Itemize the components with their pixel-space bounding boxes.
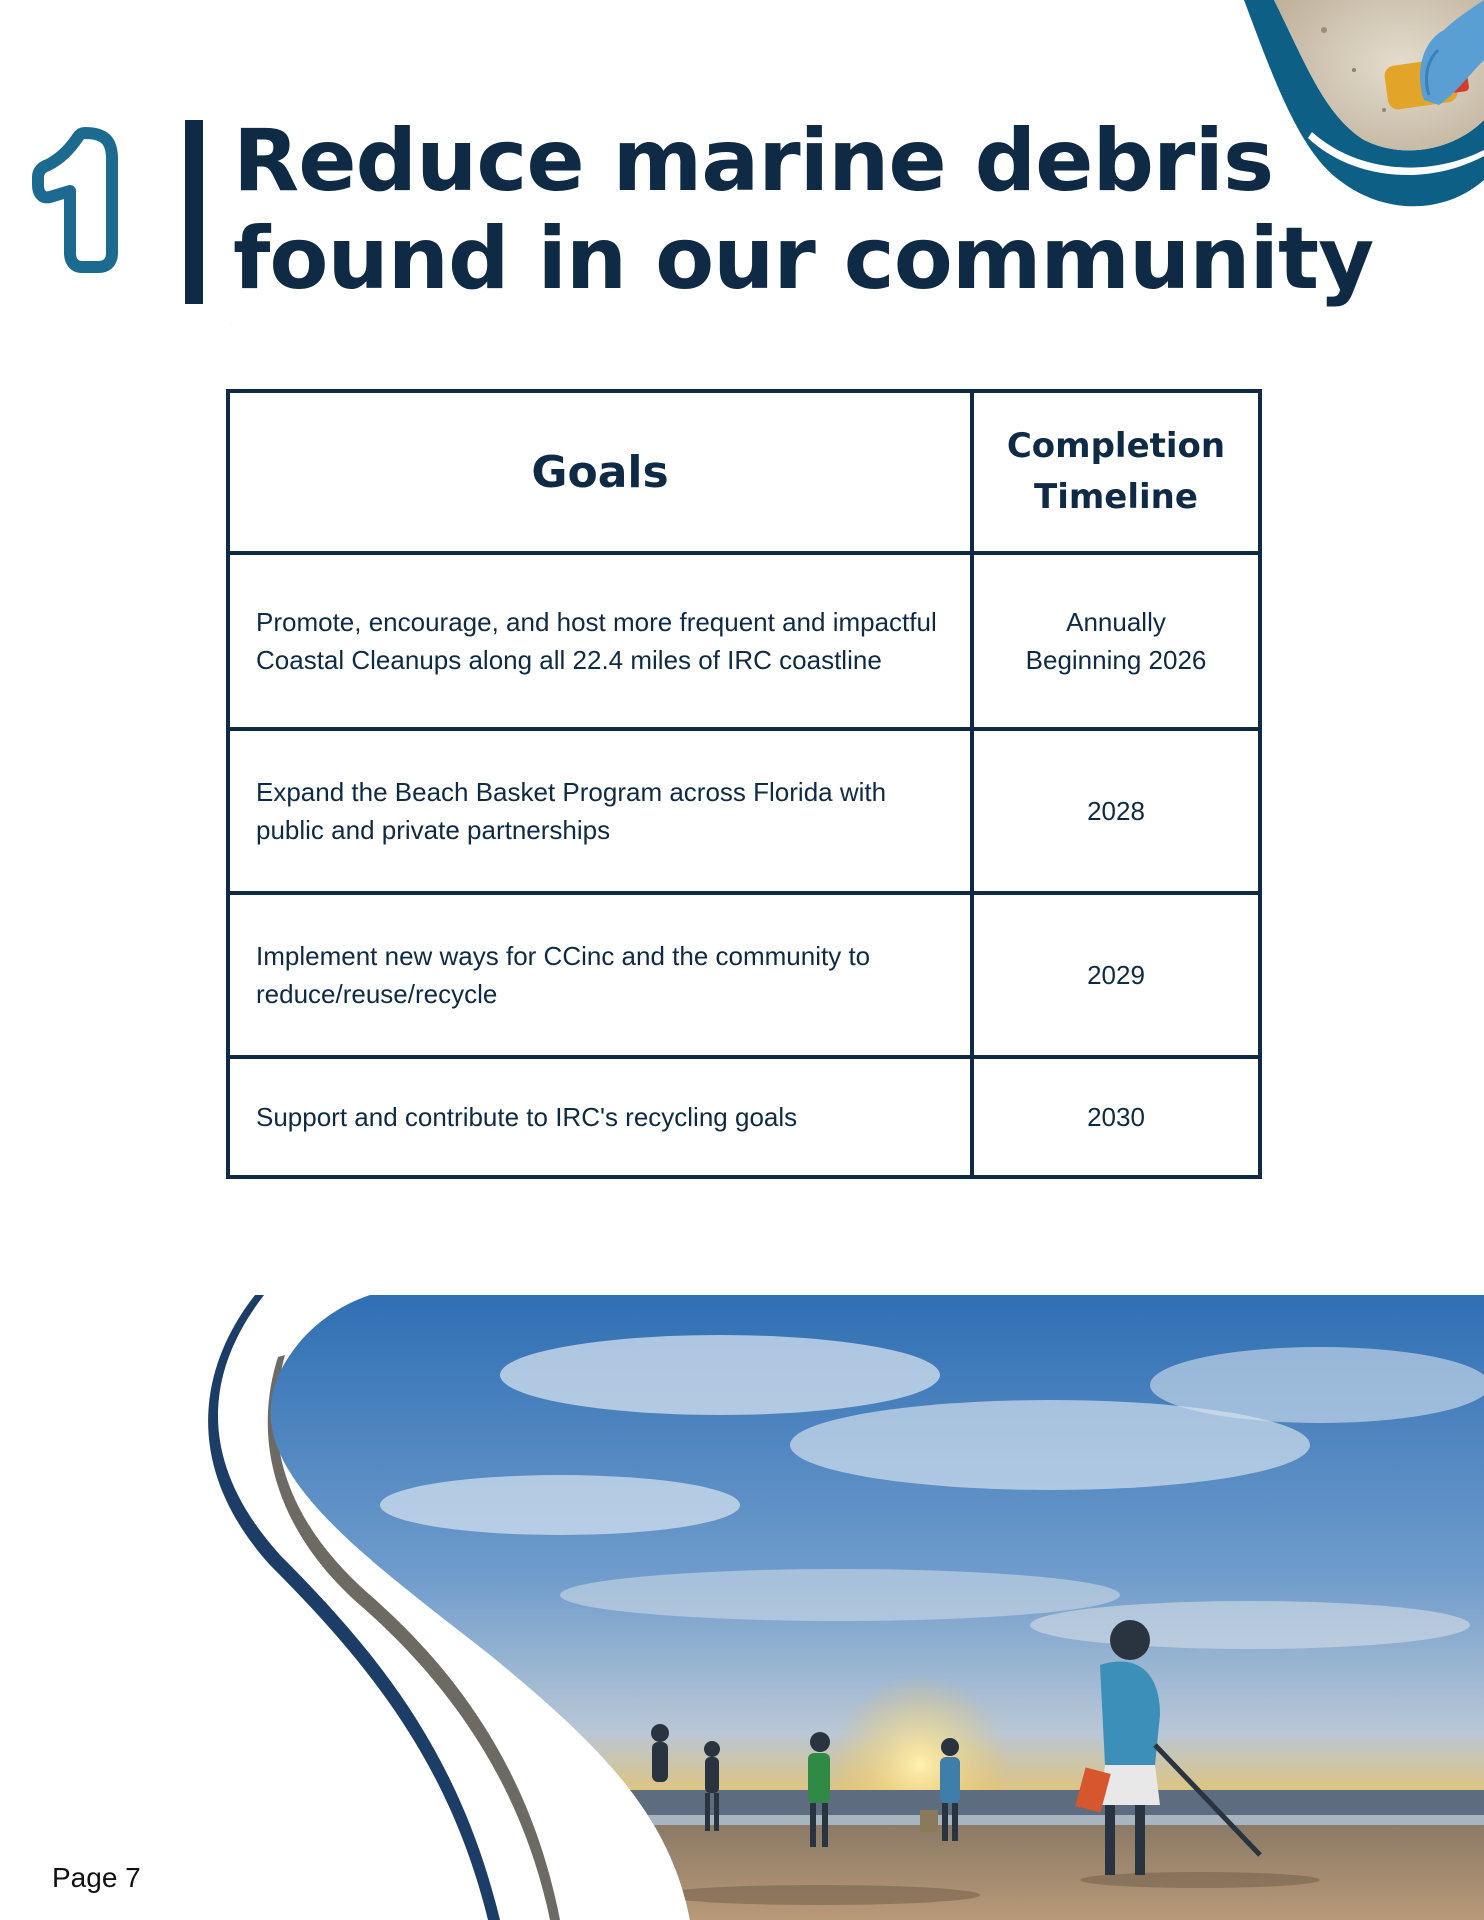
goal-cell: Promote, encourage, and host more frequent and impactful Coastal Cleanups along all 22.4 miles of IRC coastline [228,553,972,729]
table-row [228,893,1260,1057]
timeline-header-line-2: Timeline [1034,477,1198,517]
timeline-cell [972,553,1260,729]
page-title [233,112,1373,308]
section-number-text: 1 [230,325,231,326]
timeline-cell: 2030 [972,1057,1260,1177]
table-row [228,553,1260,729]
section-number-icon [30,125,231,326]
timeline-line-1: Annually [1066,607,1166,637]
goals-table [226,389,1262,1179]
goal-cell: Expand the Beach Basket Program across Florida with public and private partnerships [228,729,972,893]
timeline-cell: 2029 [972,893,1260,1057]
table-row [228,1057,1260,1177]
beach-cleanup-photo [200,1295,1484,1920]
goal-cell: Support and contribute to IRC's recycling goals [228,1057,972,1177]
table-row [228,729,1260,893]
timeline-cell: 2028 [972,729,1260,893]
title-divider-bar [185,120,203,304]
goals-column-header: Goals [228,391,972,553]
table-header-row [228,391,1260,553]
timeline-header-line-1: Completion [1006,426,1226,466]
page-title-line-1: Reduce marine debris [233,111,1274,211]
timeline-line-2: Beginning 2026 [1025,645,1207,675]
goal-cell: Implement new ways for CCinc and the community to reduce/reuse/recycle [228,893,972,1057]
timeline-column-header [972,391,1260,553]
page-title-line-2: found in our community [233,209,1374,309]
page-number: Page 7 [52,1862,141,1893]
